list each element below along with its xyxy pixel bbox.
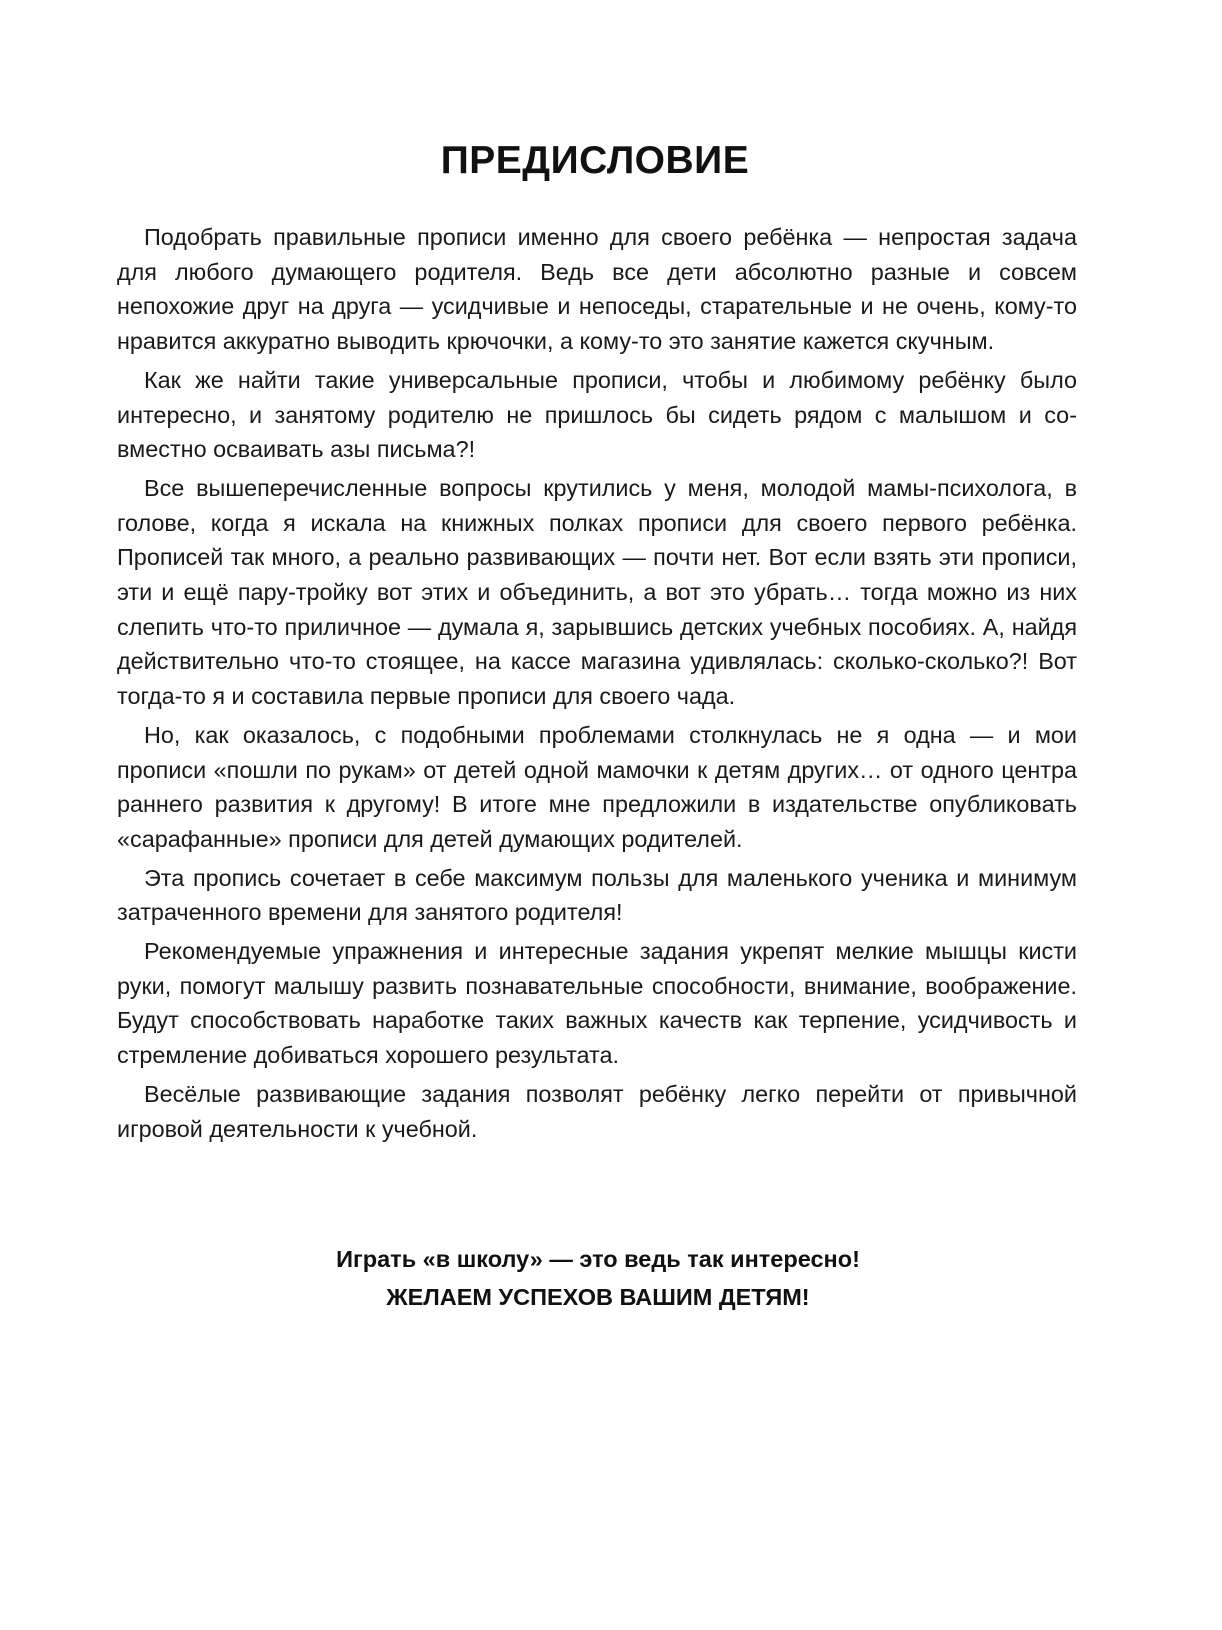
paragraph-7: Весёлые развивающие задания позволят ребёнку легко перейти от привычной игровой деятельности к учебной. [117,1080,1077,1142]
paragraph-3: Все вышеперечисленные вопросы крутились у меня, молодой мамы-психолога, в голове, когда я искала на книжных полках прописи для своего первого ребёнка. Прописей так много, а реально развивающих — почти нет. Вот если взять эти прописи, эти и ещё пару-тройку вот этих и объединить, а вот это убрать… тогда можно из них слепить что-то приличное — думала я, зарывшись детских учебных пособиях. А, найдя действительно что-то стоящее, на кассе магазина удивлялась: сколько-сколько?! Вот тогда-то я и составила первые прописи для своего чада. [117,474,1077,710]
paragraph-2: Как же найти такие универсальные прописи, чтобы и любимому ребёнку было интересно, и занятому родителю не пришлось бы сидеть рядом с малышом и совместно осваивать азы письма?! [117,366,1077,463]
paragraph-5: Эта пропись сочетает в себе максимум пользы для маленького ученика и минимум затраченного времени для занятого родителя! [117,864,1077,926]
paragraph-4: Но, как оказалось, с подобными проблемами столкнулась не я одна — и мои прописи «пошли по рукам» от детей одной мамочки к детям других… от одного центра раннего развития к другому! В итоге мне предложили в издательстве опубликовать «сарафанные» прописи для детей думающих родителей. [117,721,1077,852]
closing-slogan: Играть «в школу» — это ведь так интересно! [336,1246,860,1272]
paragraph-6: Рекомендуемые упражнения и интересные задания укрепят мелкие мышцы кисти руки, помогут малышу развить познавательные способности, внимание, воображение. Будут способствовать наработке таких важных качеств как терпение, усидчивость и стремление добиваться хорошего результата. [117,938,1077,1069]
closing-wish: ЖЕЛАЕМ УСПЕХОВ ВАШИМ ДЕТЯМ! [386,1284,810,1310]
preface-body [117,220,1077,1150]
paragraph-1: Подобрать правильные прописи именно для своего ребёнка — непростая задача для любого думающего родителя. Ведь все дети абсолютно разные и совсем непохожие друг на друга — усидчивые и непоседы, старательные и не очень, кому-то нравится аккуратно выводить крючочки, а кому-то это занятие кажется скучным. [117,224,1077,355]
closing-block [0,1242,1196,1314]
page-title: ПРЕДИСЛОВИЕ [440,139,750,182]
